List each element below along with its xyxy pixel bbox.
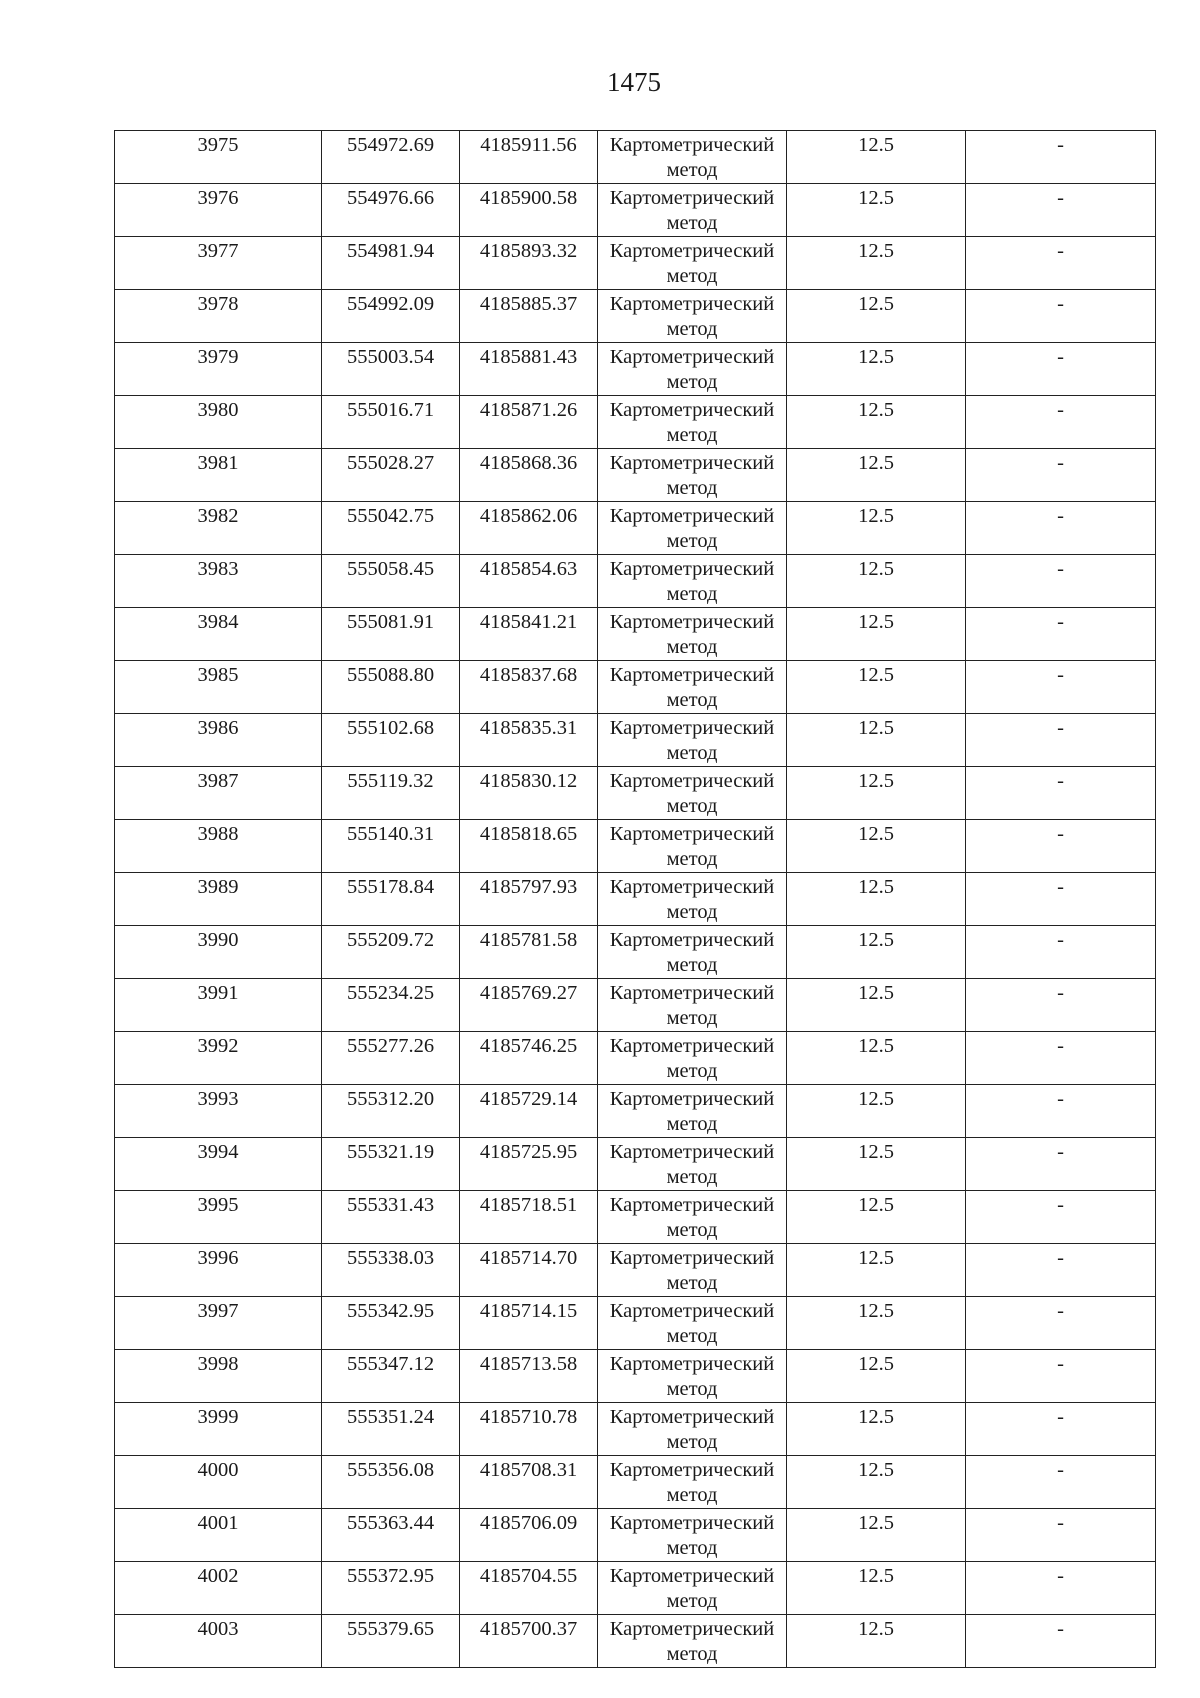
description-cell: - — [966, 873, 1156, 926]
y-coordinate-cell: 4185729.14 — [460, 1085, 598, 1138]
x-coordinate-cell: 555209.72 — [322, 926, 460, 979]
y-coordinate-cell: 4185862.06 — [460, 502, 598, 555]
y-coordinate-cell: 4185837.68 — [460, 661, 598, 714]
description-cell: - — [966, 555, 1156, 608]
table-row — [115, 608, 1156, 661]
x-coordinate-cell: 554976.66 — [322, 184, 460, 237]
x-coordinate-cell: 555338.03 — [322, 1244, 460, 1297]
y-coordinate-cell: 4185746.25 — [460, 1032, 598, 1085]
accuracy-cell: 12.5 — [787, 1032, 966, 1085]
x-coordinate-cell: 555016.71 — [322, 396, 460, 449]
y-coordinate-cell: 4185708.31 — [460, 1456, 598, 1509]
description-cell: - — [966, 1562, 1156, 1615]
description-cell: - — [966, 1615, 1156, 1668]
table-row — [115, 502, 1156, 555]
y-coordinate-cell: 4185710.78 — [460, 1403, 598, 1456]
method-cell: Картометрический метод — [598, 1297, 787, 1350]
accuracy-cell: 12.5 — [787, 926, 966, 979]
y-coordinate-cell: 4185885.37 — [460, 290, 598, 343]
x-coordinate-cell: 555081.91 — [322, 608, 460, 661]
accuracy-cell: 12.5 — [787, 873, 966, 926]
method-cell: Картометрический метод — [598, 1191, 787, 1244]
y-coordinate-cell: 4185893.32 — [460, 237, 598, 290]
method-cell: Картометрический метод — [598, 873, 787, 926]
table-body — [115, 131, 1156, 1668]
point-number-cell: 3997 — [115, 1297, 322, 1350]
x-coordinate-cell: 555379.65 — [322, 1615, 460, 1668]
method-cell: Картометрический метод — [598, 1032, 787, 1085]
point-number-cell: 3996 — [115, 1244, 322, 1297]
table-row — [115, 1403, 1156, 1456]
description-cell: - — [966, 1138, 1156, 1191]
table-row — [115, 820, 1156, 873]
description-cell: - — [966, 1456, 1156, 1509]
x-coordinate-cell: 555351.24 — [322, 1403, 460, 1456]
method-cell: Картометрический метод — [598, 1085, 787, 1138]
table-row — [115, 1562, 1156, 1615]
method-cell: Картометрический метод — [598, 502, 787, 555]
accuracy-cell: 12.5 — [787, 449, 966, 502]
table-row — [115, 1509, 1156, 1562]
method-cell: Картометрический метод — [598, 131, 787, 184]
accuracy-cell: 12.5 — [787, 343, 966, 396]
method-cell: Картометрический метод — [598, 608, 787, 661]
point-number-cell: 3977 — [115, 237, 322, 290]
x-coordinate-cell: 554972.69 — [322, 131, 460, 184]
x-coordinate-cell: 555234.25 — [322, 979, 460, 1032]
point-number-cell: 3991 — [115, 979, 322, 1032]
description-cell: - — [966, 343, 1156, 396]
point-number-cell: 3995 — [115, 1191, 322, 1244]
description-cell: - — [966, 1085, 1156, 1138]
x-coordinate-cell: 555102.68 — [322, 714, 460, 767]
y-coordinate-cell: 4185725.95 — [460, 1138, 598, 1191]
x-coordinate-cell: 555088.80 — [322, 661, 460, 714]
y-coordinate-cell: 4185868.36 — [460, 449, 598, 502]
point-number-cell: 3984 — [115, 608, 322, 661]
x-coordinate-cell: 555178.84 — [322, 873, 460, 926]
x-coordinate-cell: 555363.44 — [322, 1509, 460, 1562]
table-row — [115, 1297, 1156, 1350]
method-cell: Картометрический метод — [598, 290, 787, 343]
description-cell: - — [966, 184, 1156, 237]
method-cell: Картометрический метод — [598, 714, 787, 767]
table-row — [115, 1032, 1156, 1085]
description-cell: - — [966, 714, 1156, 767]
accuracy-cell: 12.5 — [787, 1562, 966, 1615]
method-cell: Картометрический метод — [598, 1562, 787, 1615]
point-number-cell: 3986 — [115, 714, 322, 767]
y-coordinate-cell: 4185830.12 — [460, 767, 598, 820]
point-number-cell: 3998 — [115, 1350, 322, 1403]
y-coordinate-cell: 4185871.26 — [460, 396, 598, 449]
x-coordinate-cell: 555277.26 — [322, 1032, 460, 1085]
method-cell: Картометрический метод — [598, 1138, 787, 1191]
table-row — [115, 926, 1156, 979]
point-number-cell: 3989 — [115, 873, 322, 926]
description-cell: - — [966, 661, 1156, 714]
point-number-cell: 3978 — [115, 290, 322, 343]
accuracy-cell: 12.5 — [787, 1191, 966, 1244]
y-coordinate-cell: 4185769.27 — [460, 979, 598, 1032]
method-cell: Картометрический метод — [598, 1403, 787, 1456]
y-coordinate-cell: 4185881.43 — [460, 343, 598, 396]
x-coordinate-cell: 555312.20 — [322, 1085, 460, 1138]
point-number-cell: 4000 — [115, 1456, 322, 1509]
point-number-cell: 3992 — [115, 1032, 322, 1085]
description-cell: - — [966, 1032, 1156, 1085]
description-cell: - — [966, 979, 1156, 1032]
point-number-cell: 3983 — [115, 555, 322, 608]
description-cell: - — [966, 1509, 1156, 1562]
point-number-cell: 4003 — [115, 1615, 322, 1668]
table-row — [115, 1085, 1156, 1138]
table-row — [115, 1456, 1156, 1509]
accuracy-cell: 12.5 — [787, 820, 966, 873]
method-cell: Картометрический метод — [598, 184, 787, 237]
table-row — [115, 979, 1156, 1032]
accuracy-cell: 12.5 — [787, 1456, 966, 1509]
method-cell: Картометрический метод — [598, 1244, 787, 1297]
x-coordinate-cell: 555058.45 — [322, 555, 460, 608]
y-coordinate-cell: 4185718.51 — [460, 1191, 598, 1244]
point-number-cell: 4002 — [115, 1562, 322, 1615]
y-coordinate-cell: 4185818.65 — [460, 820, 598, 873]
x-coordinate-cell: 555342.95 — [322, 1297, 460, 1350]
point-number-cell: 3975 — [115, 131, 322, 184]
x-coordinate-cell: 554992.09 — [322, 290, 460, 343]
description-cell: - — [966, 820, 1156, 873]
table-row — [115, 873, 1156, 926]
y-coordinate-cell: 4185706.09 — [460, 1509, 598, 1562]
description-cell: - — [966, 608, 1156, 661]
table-row — [115, 1191, 1156, 1244]
accuracy-cell: 12.5 — [787, 1297, 966, 1350]
x-coordinate-cell: 555028.27 — [322, 449, 460, 502]
x-coordinate-cell: 554981.94 — [322, 237, 460, 290]
table-row — [115, 449, 1156, 502]
y-coordinate-cell: 4185714.15 — [460, 1297, 598, 1350]
table-row — [115, 290, 1156, 343]
table-row — [115, 661, 1156, 714]
description-cell: - — [966, 290, 1156, 343]
description-cell: - — [966, 1191, 1156, 1244]
table-row — [115, 1615, 1156, 1668]
x-coordinate-cell: 555042.75 — [322, 502, 460, 555]
table-row — [115, 131, 1156, 184]
method-cell: Картометрический метод — [598, 979, 787, 1032]
x-coordinate-cell: 555347.12 — [322, 1350, 460, 1403]
description-cell: - — [966, 1297, 1156, 1350]
y-coordinate-cell: 4185714.70 — [460, 1244, 598, 1297]
y-coordinate-cell: 4185900.58 — [460, 184, 598, 237]
y-coordinate-cell: 4185704.55 — [460, 1562, 598, 1615]
method-cell: Картометрический метод — [598, 1509, 787, 1562]
table-row — [115, 1244, 1156, 1297]
table-row — [115, 237, 1156, 290]
x-coordinate-cell: 555321.19 — [322, 1138, 460, 1191]
accuracy-cell: 12.5 — [787, 1615, 966, 1668]
description-cell: - — [966, 131, 1156, 184]
description-cell: - — [966, 237, 1156, 290]
method-cell: Картометрический метод — [598, 1456, 787, 1509]
table-row — [115, 184, 1156, 237]
point-number-cell: 3987 — [115, 767, 322, 820]
accuracy-cell: 12.5 — [787, 555, 966, 608]
y-coordinate-cell: 4185781.58 — [460, 926, 598, 979]
description-cell: - — [966, 926, 1156, 979]
method-cell: Картометрический метод — [598, 396, 787, 449]
method-cell: Картометрический метод — [598, 661, 787, 714]
x-coordinate-cell: 555119.32 — [322, 767, 460, 820]
accuracy-cell: 12.5 — [787, 1085, 966, 1138]
accuracy-cell: 12.5 — [787, 131, 966, 184]
method-cell: Картометрический метод — [598, 449, 787, 502]
description-cell: - — [966, 502, 1156, 555]
point-number-cell: 3976 — [115, 184, 322, 237]
accuracy-cell: 12.5 — [787, 661, 966, 714]
point-number-cell: 3988 — [115, 820, 322, 873]
y-coordinate-cell: 4185841.21 — [460, 608, 598, 661]
table-row — [115, 555, 1156, 608]
y-coordinate-cell: 4185713.58 — [460, 1350, 598, 1403]
method-cell: Картометрический метод — [598, 926, 787, 979]
point-number-cell: 3982 — [115, 502, 322, 555]
x-coordinate-cell: 555140.31 — [322, 820, 460, 873]
description-cell: - — [966, 1350, 1156, 1403]
description-cell: - — [966, 1244, 1156, 1297]
table-row — [115, 767, 1156, 820]
description-cell: - — [966, 767, 1156, 820]
point-number-cell: 3980 — [115, 396, 322, 449]
accuracy-cell: 12.5 — [787, 290, 966, 343]
y-coordinate-cell: 4185835.31 — [460, 714, 598, 767]
accuracy-cell: 12.5 — [787, 1509, 966, 1562]
accuracy-cell: 12.5 — [787, 184, 966, 237]
description-cell: - — [966, 449, 1156, 502]
y-coordinate-cell: 4185911.56 — [460, 131, 598, 184]
x-coordinate-cell: 555003.54 — [322, 343, 460, 396]
accuracy-cell: 12.5 — [787, 396, 966, 449]
table-row — [115, 1350, 1156, 1403]
method-cell: Картометрический метод — [598, 820, 787, 873]
accuracy-cell: 12.5 — [787, 237, 966, 290]
accuracy-cell: 12.5 — [787, 979, 966, 1032]
y-coordinate-cell: 4185700.37 — [460, 1615, 598, 1668]
accuracy-cell: 12.5 — [787, 1403, 966, 1456]
point-number-cell: 3999 — [115, 1403, 322, 1456]
point-number-cell: 3994 — [115, 1138, 322, 1191]
point-number-cell: 3981 — [115, 449, 322, 502]
table-row — [115, 1138, 1156, 1191]
table-row — [115, 714, 1156, 767]
x-coordinate-cell: 555331.43 — [322, 1191, 460, 1244]
table-row — [115, 343, 1156, 396]
method-cell: Картометрический метод — [598, 767, 787, 820]
x-coordinate-cell: 555356.08 — [322, 1456, 460, 1509]
y-coordinate-cell: 4185854.63 — [460, 555, 598, 608]
accuracy-cell: 12.5 — [787, 1244, 966, 1297]
y-coordinate-cell: 4185797.93 — [460, 873, 598, 926]
point-number-cell: 4001 — [115, 1509, 322, 1562]
table-row — [115, 396, 1156, 449]
x-coordinate-cell: 555372.95 — [322, 1562, 460, 1615]
method-cell: Картометрический метод — [598, 1350, 787, 1403]
accuracy-cell: 12.5 — [787, 502, 966, 555]
description-cell: - — [966, 396, 1156, 449]
method-cell: Картометрический метод — [598, 237, 787, 290]
accuracy-cell: 12.5 — [787, 714, 966, 767]
accuracy-cell: 12.5 — [787, 1350, 966, 1403]
point-number-cell: 3979 — [115, 343, 322, 396]
accuracy-cell: 12.5 — [787, 767, 966, 820]
method-cell: Картометрический метод — [598, 1615, 787, 1668]
method-cell: Картометрический метод — [598, 343, 787, 396]
description-cell: - — [966, 1403, 1156, 1456]
point-number-cell: 3990 — [115, 926, 322, 979]
point-number-cell: 3993 — [115, 1085, 322, 1138]
page-number: 1475 — [607, 67, 661, 97]
accuracy-cell: 12.5 — [787, 608, 966, 661]
coordinates-table — [114, 130, 1156, 1668]
accuracy-cell: 12.5 — [787, 1138, 966, 1191]
point-number-cell: 3985 — [115, 661, 322, 714]
method-cell: Картометрический метод — [598, 555, 787, 608]
